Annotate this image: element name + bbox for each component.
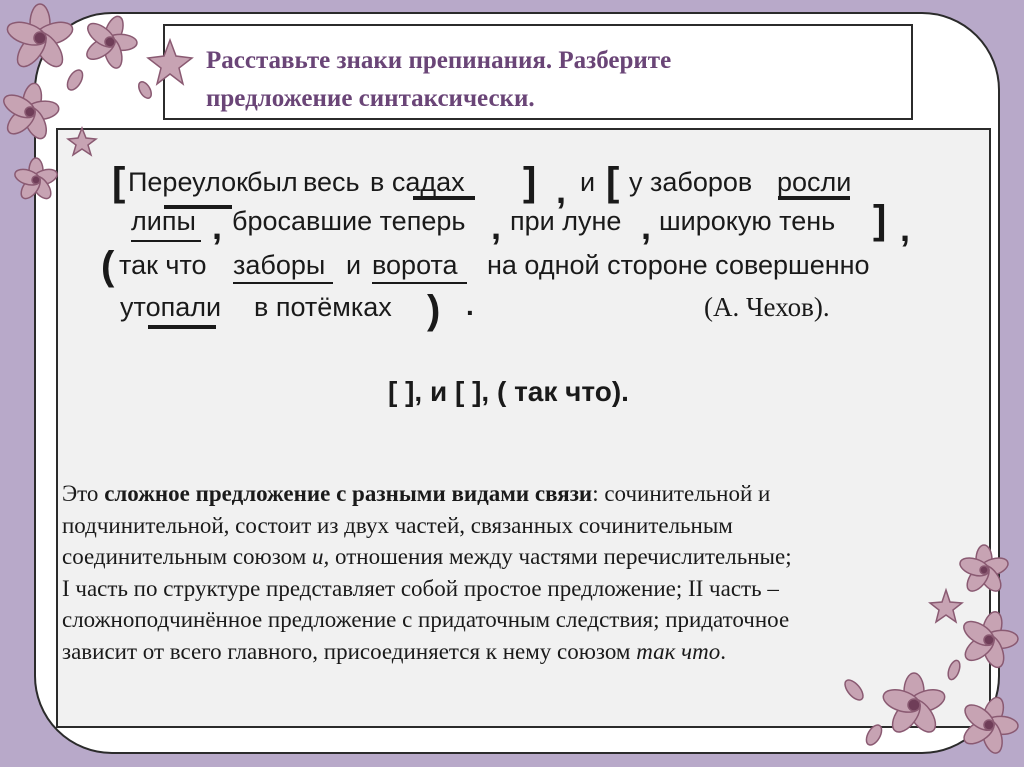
comma-5: ,	[900, 208, 911, 249]
expl-l1-post: : сочинительной и	[592, 481, 771, 506]
word-vorota: ворота	[372, 250, 458, 280]
expl-l6-post: .	[720, 638, 726, 664]
predicate-underline-rosli	[778, 196, 850, 200]
author: (А. Чехов).	[704, 292, 830, 322]
explanation-line-4: I часть по структуре представляет собой простое предложение; II часть –	[62, 575, 779, 601]
word-u-zaborov: у заборов	[629, 167, 753, 197]
word-i-2: и	[346, 250, 362, 280]
explanation-line-1	[62, 478, 972, 510]
subject-underline-zabory	[233, 282, 333, 284]
word-shirokuyu-ten: широкую тень	[659, 206, 836, 236]
word-na-odnoy: на одной стороне совершенно	[487, 250, 870, 280]
comma-4: ,	[641, 206, 652, 247]
predicate-underline-utopali	[148, 325, 216, 329]
word-zabory: заборы	[233, 250, 326, 280]
word-i: и	[580, 167, 596, 197]
expl-l3-italic: и,	[312, 544, 330, 569]
comma-3: ,	[491, 206, 502, 247]
flower-decoration-icon	[824, 520, 1024, 767]
word-lipy: липы	[131, 206, 196, 236]
comma-1: ,	[556, 170, 567, 211]
expl-l3-post: отношения между частями перечислительные;	[329, 544, 792, 569]
sentence-scheme: [ ], и [ ], ( так что).	[388, 376, 629, 407]
bracket-open-1: [	[112, 160, 126, 204]
expl-l3-pre: соединительным союзом	[62, 544, 313, 569]
word-pereulok: Переулок	[128, 167, 248, 197]
period: .	[466, 290, 474, 321]
word-byl: был	[247, 167, 298, 197]
expl-l6-italic: так что	[636, 638, 721, 664]
expl-l1-pre: Это	[62, 481, 105, 506]
subject-underline-vorota	[372, 282, 467, 284]
comma-2: ,	[212, 206, 223, 247]
expl-l1-bold: сложное предложение с разными видами связи	[104, 481, 593, 506]
paren-open: (	[101, 244, 115, 288]
bracket-close-1: ]	[523, 160, 537, 204]
word-tak-chto: так что	[119, 250, 207, 280]
slide-title	[206, 42, 906, 118]
word-brosavshie: бросавшие теперь	[232, 206, 466, 236]
bracket-close-2: ]	[873, 198, 887, 242]
bracket-open-2: [	[606, 160, 620, 204]
explanation-line-2: подчинительной, состоит из двух частей, связанных сочинительным	[62, 512, 733, 538]
word-v-sadakh: в садах	[370, 167, 465, 197]
underline-v-sadakh	[413, 196, 475, 200]
word-v-potemkakh: в потёмках	[254, 292, 392, 322]
title-line-1: Расставьте знаки препинания. Разберите	[206, 47, 672, 74]
expl-l6-pre: зависит от всего главного, присоединяется к нему союзом	[62, 638, 637, 664]
paren-close: )	[427, 288, 441, 332]
subject-underline-lipy	[131, 240, 201, 242]
explanation-line-5: сложноподчинённое предложение с придаточным следствия; придаточное	[62, 607, 790, 632]
flower-decoration-icon	[0, 0, 200, 230]
word-ves: весь	[303, 167, 360, 197]
title-line-2: предложение синтаксически.	[206, 85, 535, 112]
word-pri-lune: при луне	[510, 206, 622, 236]
word-rosli: росли	[777, 167, 852, 197]
word-utopali: утопали	[120, 292, 222, 322]
